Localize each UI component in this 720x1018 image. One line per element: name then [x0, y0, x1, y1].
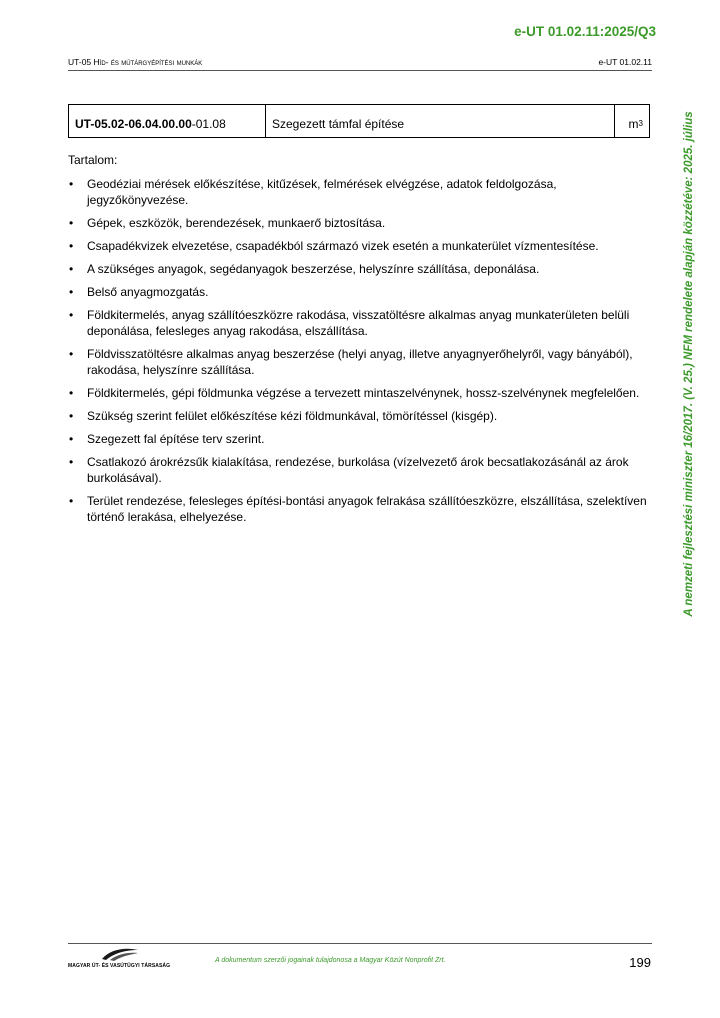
item-code-main: UT-05.02-06.04.00.00 — [75, 116, 192, 131]
content-list-item-text: Szegezett fal építése terv szerint. — [87, 432, 265, 446]
bullet-icon: • — [69, 216, 74, 230]
logo-text: MAGYAR ÚT- ÉS VASÚTÜGYI TÁRSASÁG — [68, 963, 171, 969]
bullet-icon: • — [69, 494, 74, 508]
bullet-icon: • — [69, 455, 74, 469]
item-unit-cell — [615, 105, 649, 137]
bullet-icon: • — [69, 285, 74, 299]
content-list-item — [68, 284, 650, 300]
item-unit: m — [628, 116, 639, 131]
bullet-icon: • — [69, 409, 74, 423]
copyright-note: A dokumentum szerzői jogainak tulajdonosa a Magyar Közút Nonprofit Zrt. — [215, 957, 446, 964]
footer-divider — [68, 943, 652, 944]
item-code-cell — [69, 105, 266, 137]
bullet-icon: • — [69, 177, 74, 191]
content-list-item-text: Belső anyagmozgatás. — [87, 285, 209, 299]
content-list-item — [68, 261, 650, 277]
item-unit-exponent: 3 — [638, 119, 643, 128]
content-list-item — [68, 238, 650, 254]
content-list-item — [68, 431, 650, 447]
content-list-item-text: Csapadékvizek elvezetése, csapadékból származó vizek esetén a munkaterület vízmentesítése. — [87, 239, 599, 253]
content-title: Tartalom: — [68, 153, 118, 167]
logo-swoosh-icon — [100, 947, 140, 961]
bullet-icon: • — [69, 386, 74, 400]
item-description: Szegezett támfal építése — [272, 116, 405, 131]
publication-side-note: A nemzeti fejlesztési miniszter 16/2017. (V. 25.) NFM rendelete alapján közzétéve: 2025. július — [683, 111, 695, 617]
document-code: e-UT 01.02.11:2025/Q3 — [514, 24, 656, 39]
content-list-item-text: Csatlakozó árokrézsűk kialakítása, rendezése, burkolása (vízelvezető árok becsatlakozásánál az árok burkolásával). — [87, 455, 629, 485]
content-list-item-text: Gépek, eszközök, berendezések, munkaerő biztosítása. — [87, 216, 386, 230]
header-section-title: UT-05 Híd- és műtárgyépítési munkák — [68, 57, 203, 67]
bullet-icon: • — [69, 239, 74, 253]
content-list-item — [68, 307, 650, 339]
association-logo — [68, 947, 171, 971]
bullet-icon: • — [69, 262, 74, 276]
bullet-icon: • — [69, 308, 74, 322]
content-list-item-text: Földkitermelés, anyag szállítóeszközre rakodása, visszatöltésre alkalmas anyag munkaterületen belüli deponálása, felesleges anyag rakodása, elszállítása. — [87, 308, 630, 338]
content-list-item — [68, 215, 650, 231]
content-list-item — [68, 454, 650, 486]
content-list-item — [68, 385, 650, 401]
item-header-table — [68, 104, 650, 138]
content-bullet-list — [68, 176, 650, 525]
item-description-cell — [266, 105, 615, 137]
content-list-item-text: Szükség szerint felület előkészítése kézi földmunkával, tömörítéssel (kisgép). — [87, 409, 498, 423]
bullet-icon: • — [69, 347, 74, 361]
content-list-item-text: Terület rendezése, felesleges építési-bontási anyagok felrakása szállítóeszközre, elszállítása, szelektíven történő lerakása, elhelyezése. — [87, 494, 647, 524]
content-section — [68, 152, 650, 532]
content-list-item — [68, 408, 650, 424]
content-list-item — [68, 176, 650, 208]
page-number: 199 — [629, 955, 651, 970]
running-header — [68, 57, 652, 67]
content-list-item-text: Földkitermelés, gépi földmunka végzése a tervezett mintaszelvénynek, hossz-szelvénynek megfelelően. — [87, 386, 640, 400]
content-list-item — [68, 493, 650, 525]
content-list-item-text: Földvisszatöltésre alkalmas anyag beszerzése (helyi anyag, illetve anyagnyerőhelyről, vagy bányából), rakodása, helyszínre szállítása. — [87, 347, 633, 377]
content-list-item-text: A szükséges anyagok, segédanyagok beszerzése, helyszínre szállítása, deponálása. — [87, 262, 540, 276]
bullet-icon: • — [69, 432, 74, 446]
header-divider — [68, 70, 652, 71]
item-code-suffix: -01.08 — [191, 116, 226, 131]
header-doc-ref: e-UT 01.02.11 — [598, 57, 652, 67]
content-list-item — [68, 346, 650, 378]
content-list-item-text: Geodéziai mérések előkészítése, kitűzések, felmérések elvégzése, adatok feldolgozása, jegyzőkönyvezése. — [87, 177, 557, 207]
